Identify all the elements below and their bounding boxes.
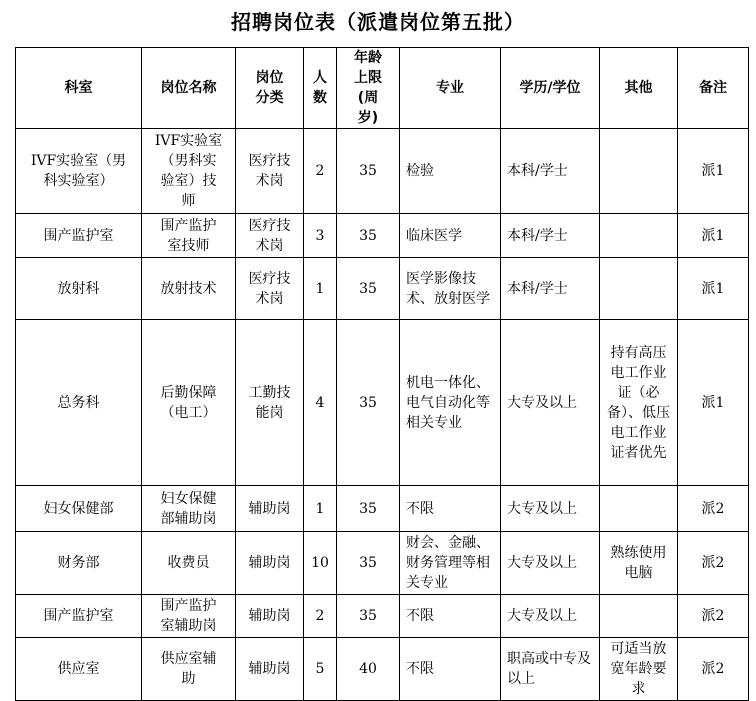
cell-count: 10: [304, 532, 337, 595]
cell-age: 35: [337, 532, 400, 595]
cell-major: 不限: [400, 595, 501, 638]
cell-education: 大专及以上: [501, 532, 600, 595]
cell-category: 辅助岗: [236, 595, 304, 638]
cell-note: 派2: [678, 486, 749, 532]
cell-category: 医疗技术岗: [236, 258, 304, 320]
table-row: [16, 486, 749, 532]
cell-position: 收费员: [142, 532, 236, 595]
cell-major: 医学影像技术、放射医学: [400, 258, 501, 320]
cell-dept: IVF实验室（男科实验室）: [16, 129, 142, 214]
cell-note: 派1: [678, 320, 749, 486]
header-other: 其他: [600, 48, 678, 129]
cell-other: [600, 258, 678, 320]
cell-note: 派2: [678, 638, 749, 701]
cell-dept: 围产监护室: [16, 595, 142, 638]
cell-age: 35: [337, 320, 400, 486]
cell-age: 40: [337, 638, 400, 701]
cell-note: 派1: [678, 214, 749, 258]
cell-note: 派2: [678, 532, 749, 595]
cell-count: 1: [304, 258, 337, 320]
cell-age: 35: [337, 214, 400, 258]
cell-major: 临床医学: [400, 214, 501, 258]
cell-education: 本科/学士: [501, 258, 600, 320]
header-note: 备注: [678, 48, 749, 129]
table-row: [16, 258, 749, 320]
cell-education: 本科/学士: [501, 129, 600, 214]
cell-major: 检验: [400, 129, 501, 214]
header-position: 岗位名称: [142, 48, 236, 129]
header-row: [16, 48, 749, 129]
cell-category: 辅助岗: [236, 532, 304, 595]
cell-major: 财会、金融、财务管理等相关专业: [400, 532, 501, 595]
table-row: [16, 638, 749, 701]
cell-position: 供应室辅助: [142, 638, 236, 701]
cell-dept: 供应室: [16, 638, 142, 701]
cell-count: 2: [304, 129, 337, 214]
cell-category: 辅助岗: [236, 638, 304, 701]
cell-dept: 围产监护室: [16, 214, 142, 258]
cell-age: 35: [337, 595, 400, 638]
cell-age: 35: [337, 129, 400, 214]
cell-age: 35: [337, 486, 400, 532]
table-row: [16, 595, 749, 638]
cell-education: 本科/学士: [501, 214, 600, 258]
header-age: 年龄上限(周岁): [337, 48, 400, 129]
cell-education: 大专及以上: [501, 595, 600, 638]
cell-education: 大专及以上: [501, 486, 600, 532]
header-education: 学历/学位: [501, 48, 600, 129]
cell-position: IVF实验室（男科实验室）技师: [142, 129, 236, 214]
header-dept: 科室: [16, 48, 142, 129]
cell-count: 5: [304, 638, 337, 701]
table-row: [16, 214, 749, 258]
cell-note: 派1: [678, 258, 749, 320]
cell-count: 4: [304, 320, 337, 486]
cell-count: 3: [304, 214, 337, 258]
cell-category: 医疗技术岗: [236, 214, 304, 258]
cell-education: 大专及以上: [501, 320, 600, 486]
cell-category: 工勤技能岗: [236, 320, 304, 486]
page-title: 招聘岗位表（派遣岗位第五批）: [231, 10, 525, 34]
cell-position: 后勤保障（电工）: [142, 320, 236, 486]
cell-category: 医疗技术岗: [236, 129, 304, 214]
cell-count: 1: [304, 486, 337, 532]
cell-major: 机电一体化、电气自动化等相关专业: [400, 320, 501, 486]
cell-other: [600, 214, 678, 258]
cell-other: 持有高压电工作业证（必备）、低压电工作业证者优先: [600, 320, 678, 486]
cell-other: 熟练使用电脑: [600, 532, 678, 595]
cell-major: 不限: [400, 486, 501, 532]
cell-dept: 放射科: [16, 258, 142, 320]
header-major: 专业: [400, 48, 501, 129]
cell-other: [600, 595, 678, 638]
cell-position: 妇女保健部辅助岗: [142, 486, 236, 532]
header-count: 人数: [304, 48, 337, 129]
cell-other: [600, 486, 678, 532]
cell-count: 2: [304, 595, 337, 638]
cell-note: 派2: [678, 595, 749, 638]
cell-position: 围产监护室辅助岗: [142, 595, 236, 638]
cell-major: 不限: [400, 638, 501, 701]
cell-dept: 总务科: [16, 320, 142, 486]
cell-dept: 财务部: [16, 532, 142, 595]
cell-position: 围产监护室技师: [142, 214, 236, 258]
header-category: 岗位分类: [236, 48, 304, 129]
cell-other: [600, 129, 678, 214]
table-row: [16, 129, 749, 214]
table-row: [16, 320, 749, 486]
cell-note: 派1: [678, 129, 749, 214]
cell-position: 放射技术: [142, 258, 236, 320]
cell-age: 35: [337, 258, 400, 320]
cell-category: 辅助岗: [236, 486, 304, 532]
cell-education: 职高或中专及以上: [501, 638, 600, 701]
cell-other: 可适当放宽年龄要求: [600, 638, 678, 701]
cell-dept: 妇女保健部: [16, 486, 142, 532]
table-row: [16, 532, 749, 595]
recruitment-table: [15, 47, 749, 701]
